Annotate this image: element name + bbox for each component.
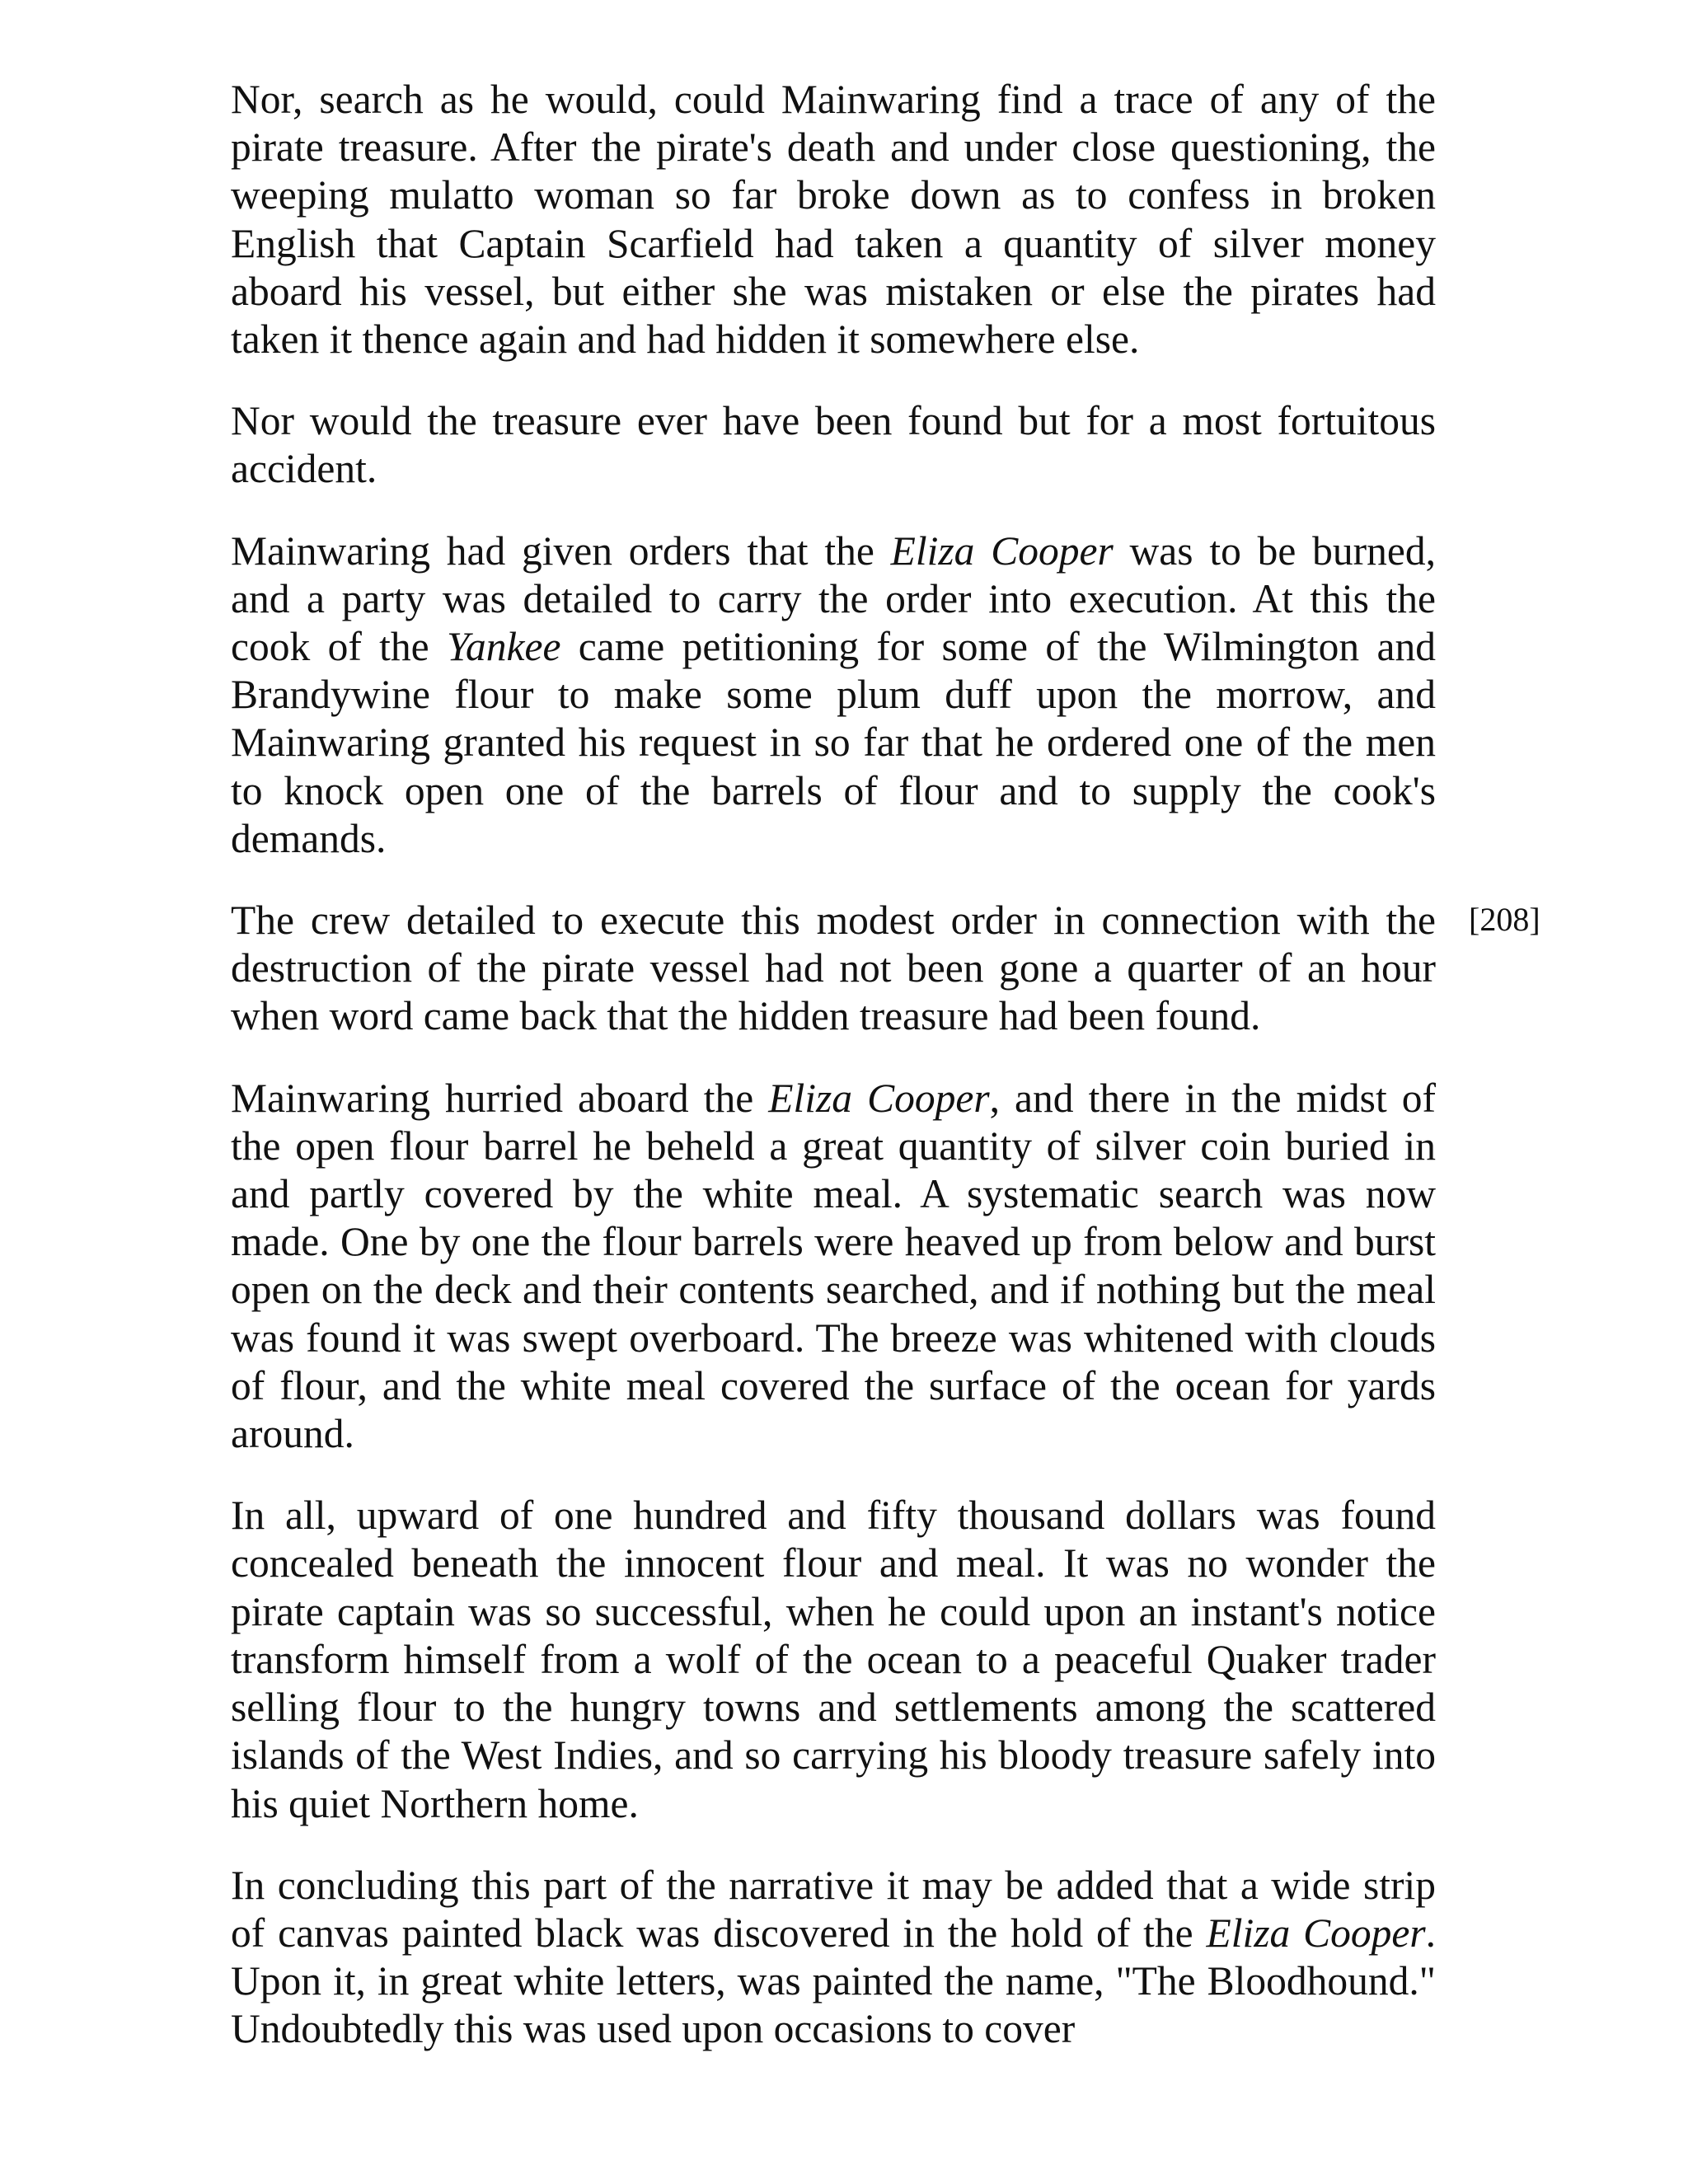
paragraph-text: Mainwaring had given orders that the	[231, 527, 891, 574]
paragraph-text: was to be burned, and a party was detailed to carry the order into execution. At this the cook of the	[231, 527, 1436, 670]
paragraph-6	[231, 1492, 1436, 1827]
paragraph-text: In all, upward of one hundred and fifty thousand dollars was found concealed beneath the innocent flour and meal. It was no wonder the pirate captain was so successful, when he could upon an instant's notice transform himself from a wolf of the ocean to a peaceful Quaker trader selling flour to the hungry towns and settlements among the scattered islands of the West Indies, and so carrying his bloody treasure safely into his quiet Northern home.	[231, 1493, 1436, 1826]
page-body	[231, 76, 1436, 2088]
ship-name-italic: Yankee	[447, 624, 561, 670]
paragraph-4	[231, 897, 1436, 1041]
paragraph-text: Nor, search as he would, could Mainwaring find a trace of any of the pirate treasure. After the pirate's death and under close questioning, the weeping mulatto woman so far broke down as to confess in broken English that Captain Scarfield had taken a quantity of silver money aboard his vessel, but either she was mistaken or else the pirates had taken it thence again and had hidden it somewhere else.	[231, 77, 1436, 363]
paragraph-1	[231, 76, 1436, 363]
paragraph-2	[231, 397, 1436, 493]
paragraph-text: Mainwaring hurried aboard the	[231, 1075, 769, 1121]
paragraph-text: In concluding this part of the narrative it may be added that a wide strip of canvas painted black was discovered in the hold of the	[231, 1862, 1436, 1956]
paragraph-text: , and there in the midst of the open flour barrel he beheld a great quantity of silver coin buried in and partly covered by the white meal. A systematic search was now made. One by one the flour barrels were heaved up from below and burst open on the deck and their contents searched, and if nothing but the meal was found it was swept overboard. The breeze was whitened with clouds of flour, and the white meal covered the surface of the ocean for yards around.	[231, 1075, 1436, 1457]
paragraph-5	[231, 1075, 1436, 1459]
ship-name-italic: Eliza Cooper	[768, 1075, 990, 1121]
paragraph-3	[231, 527, 1436, 863]
page-number: [208]	[1469, 901, 1540, 938]
paragraph-text: The crew detailed to execute this modest order in connection with the destruction of the pirate vessel had not been gone a quarter of an hour when word came back that the hidden treasure had been found.	[231, 898, 1436, 1039]
ship-name-italic: Eliza Cooper	[1206, 1910, 1426, 1956]
paragraph-text: Nor would the treasure ever have been found but for a most fortuitous accident.	[231, 398, 1436, 492]
paragraph-7	[231, 1862, 1436, 2054]
ship-name-italic: Eliza Cooper	[890, 527, 1114, 574]
paragraph-text: . Upon it, in great white letters, was painted the name, "The Bloodhound." Undoubtedly this was used upon occasions to cover	[231, 1910, 1436, 2052]
paragraph-text: came petitioning for some of the Wilmington and Brandywine flour to make some plum duff upon the morrow, and Mainwaring granted his request in so far that he ordered one of the men to knock open one of the barrels of flour and to supply the cook's demands.	[231, 624, 1436, 861]
